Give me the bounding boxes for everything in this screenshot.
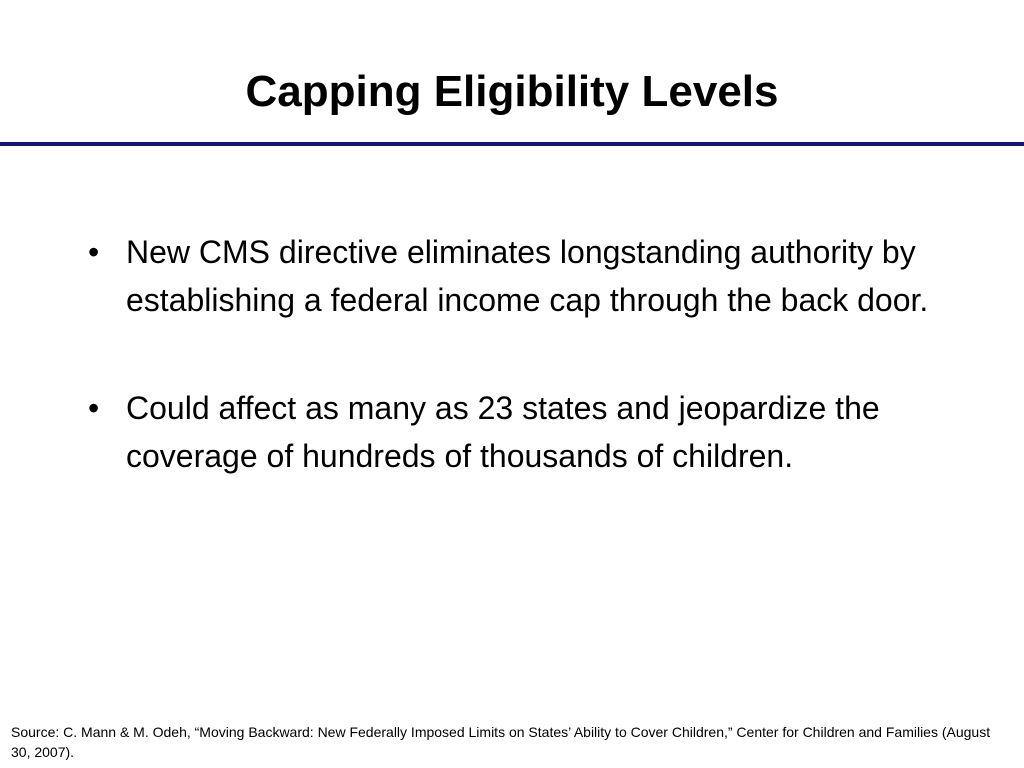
title-divider [0,142,1024,146]
bullet-list [88,228,968,540]
bullet-text: New CMS directive eliminates longstanding authority by establishing a federal income cap through the back door. [126,234,929,318]
source-footnote: Source: C. Mann & M. Odeh, “Moving Backward: New Federally Imposed Limits on States’ Ability to Cover Children,” Center for Children and Families (August 30, 2007). [11,724,991,760]
slide-title: Capping Eligibility Levels [245,67,779,116]
bullet-text: Could affect as many as 23 states and jeopardize the coverage of hundreds of thousands of children. [126,390,880,474]
bullet-item [88,228,968,324]
bullet-item [88,384,968,480]
bullet-icon: • [88,234,100,270]
bullet-icon: • [88,390,100,426]
